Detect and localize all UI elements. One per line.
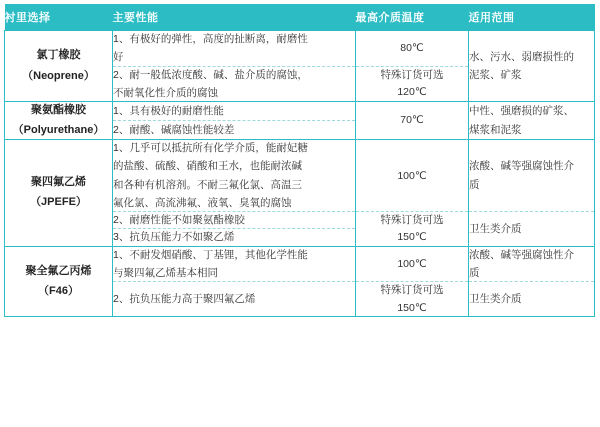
header-cell-max-temp: 最高介质温度 xyxy=(356,4,469,31)
cell-max-temp: 特殊订货可选 120℃ xyxy=(356,66,469,102)
cell-scope: 卫生类介质 xyxy=(469,212,595,247)
header-row xyxy=(5,4,595,31)
table-row xyxy=(5,31,595,67)
header-cell-performance: 主要性能 xyxy=(113,4,356,31)
cell-scope: 中性、强磨损的矿浆、 煤浆和泥浆 xyxy=(469,102,595,140)
cell-max-temp: 特殊订货可选 150℃ xyxy=(356,282,469,317)
cell-performance: 1、几乎可以抵抗所有化学介质，能耐妃糖 的盐酸、硫酸、硝酸和王水，也能耐浓碱 和各种有机溶剂。不耐三氟化氯、高温三 氟化氯、高流沸氟、液氧、臭氧的腐蚀 xyxy=(113,140,356,212)
lining-selection-table xyxy=(4,4,595,317)
cell-performance: 2、耐一般低浓度酸、碱、盐介质的腐蚀， 不耐氧化性介质的腐蚀 xyxy=(113,66,356,102)
cell-scope: 水、污水、弱磨损性的 泥浆、矿浆 xyxy=(469,31,595,102)
cell-material-ptfe: 聚四氟乙烯 （JPEFE） xyxy=(5,140,113,247)
cell-material-neoprene: 氯丁橡胶 （Neoprene） xyxy=(5,31,113,102)
cell-performance: 2、耐磨性能不如聚氨酯橡胶 xyxy=(113,212,356,229)
cell-scope: 卫生类介质 xyxy=(469,282,595,317)
cell-performance: 1、有极好的弹性，高度的扯断离，耐磨性 好 xyxy=(113,31,356,67)
cell-performance: 3、抗负压能力不如聚乙烯 xyxy=(113,229,356,246)
cell-performance: 2、抗负压能力高于聚四氟乙烯 xyxy=(113,282,356,317)
table-row xyxy=(5,102,595,121)
cell-performance: 1、不耐发烟硝酸、丁基锂，其他化学性能 与聚四氟乙烯基本相同 xyxy=(113,246,356,282)
cell-scope: 浓酸、碱等强腐蚀性介 质 xyxy=(469,140,595,212)
cell-scope: 浓酸、碱等强腐蚀性介 质 xyxy=(469,246,595,282)
table-body xyxy=(5,31,595,317)
cell-max-temp: 70℃ xyxy=(356,102,469,140)
header-cell-scope: 适用范围 xyxy=(469,4,595,31)
cell-max-temp: 特殊订货可选 150℃ xyxy=(356,212,469,247)
cell-performance: 1、具有极好的耐磨性能 xyxy=(113,102,356,121)
cell-material-fep: 聚全氟乙丙烯 （F46） xyxy=(5,246,113,316)
header-cell-lining: 衬里选择 xyxy=(5,4,113,31)
cell-max-temp: 100℃ xyxy=(356,140,469,212)
table-header xyxy=(5,4,595,31)
cell-material-polyurethane: 聚氨酯橡胶 （Polyurethane） xyxy=(5,102,113,140)
table-row xyxy=(5,246,595,282)
table-row xyxy=(5,140,595,212)
cell-max-temp: 100℃ xyxy=(356,246,469,282)
cell-max-temp: 80℃ xyxy=(356,31,469,67)
cell-performance: 2、耐酸、碱腐蚀性能较差 xyxy=(113,121,356,140)
